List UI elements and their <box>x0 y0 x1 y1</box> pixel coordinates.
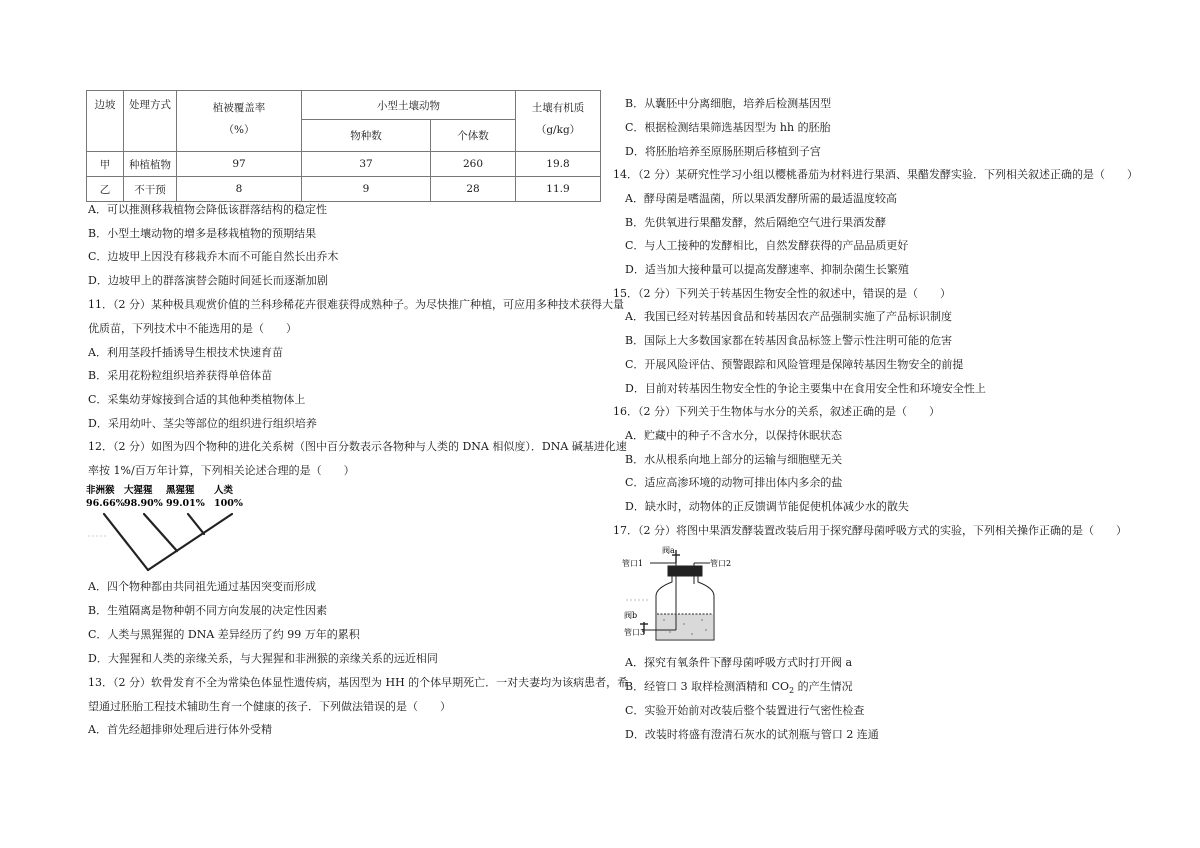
tree-branch-gorilla <box>144 514 177 551</box>
header-side: 边坡 <box>87 91 124 152</box>
bottle-liquid <box>657 614 713 639</box>
q17-option-a: A．探究有氧条件下酵母菌呼吸方式时打开阀 a <box>625 656 852 669</box>
q12-option-c: C．人类与黑猩猩的 DNA 差异经历了约 99 万年的累积 <box>88 628 360 641</box>
evolution-tree-figure <box>84 482 264 574</box>
q10-option-d: D．边坡甲上的群落演替会随时间延长而逐渐加剧 <box>88 274 328 287</box>
tree-branch-chimp <box>188 514 204 534</box>
q13-option-b: B．从囊胚中分离细胞，培养后检测基因型 <box>625 97 832 110</box>
label-port-1: 管口1 <box>622 559 644 568</box>
q13-option-d: D．将胚胎培养至原肠胚期后移植到子宫 <box>625 145 821 158</box>
q17-option-b-text: B．经管口 3 取样检测酒精和 CO <box>625 680 790 693</box>
cell-organic: 19.8 <box>516 152 601 177</box>
tree-label-chimp: 黑猩猩 <box>166 485 195 496</box>
q17-option-b <box>625 680 853 698</box>
q12-option-b: B．生殖隔离是物种朝不同方向发展的决定性因素 <box>88 604 328 617</box>
q13-option-a: A．首先经超排卵处理后进行体外受精 <box>88 723 272 736</box>
q10-option-a: A．可以推测移栽植物会降低该群落结构的稳定性 <box>88 203 327 216</box>
q10-option-c: C．边坡甲上因没有移栽乔木而不可能自然长出乔木 <box>88 250 339 263</box>
q17-option-b-tail: 的产生情况 <box>794 680 853 693</box>
header-soil-animals: 小型土壤动物 <box>302 91 516 120</box>
q17-option-d: D．改装时将盛有澄清石灰水的试剂瓶与管口 2 连通 <box>625 728 879 741</box>
q16-option-b: B．水从根系向地上部分的运输与细胞壁无关 <box>625 453 843 466</box>
header-cover <box>177 91 302 152</box>
header-individuals: 个体数 <box>431 120 516 152</box>
cell-species: 9 <box>302 177 431 202</box>
tree-pct-chimp: 99.01% <box>166 498 205 509</box>
q16-option-c: C．适应高渗环境的动物可排出体内多余的盐 <box>625 476 843 489</box>
cell-individuals: 260 <box>431 152 516 177</box>
q16-option-d: D．缺水时，动物体的正反馈调节能促使机体减少水的散失 <box>625 500 909 513</box>
cell-side: 乙 <box>87 177 124 202</box>
q14-stem: 14．（2 分）某研究性学习小组以樱桃番茄为材料进行果酒、果醋发酵实验．下列相关叙述正确的是（ ） <box>613 168 1138 181</box>
q15-option-b: B．国际上大多数国家都在转基因食品标签上警示性注明可能的危害 <box>625 334 953 347</box>
q11-option-d: D．采用幼叶、茎尖等部位的组织进行组织培养 <box>88 417 317 430</box>
q11-option-b: B．采用花粉粒组织培养获得单倍体苗 <box>88 369 273 382</box>
q15-option-c: C．开展风险评估、预警跟踪和风险管理是保障转基因生物安全的前提 <box>625 358 964 371</box>
q10-option-b: B．小型土壤动物的增多是移栽植物的预期结果 <box>88 227 317 240</box>
q16-stem: 16．（2 分）下列关于生物体与水分的关系，叙述正确的是（ ） <box>613 405 940 418</box>
q13-stem: 13．（2 分）软骨发育不全为常染色体显性遗传病，基因型为 HH 的个体早期死亡．一对夫妻均为该病患者，希 <box>88 676 629 689</box>
q15-option-d: D．目前对转基因生物安全性的争论主要集中在食用安全性和环境安全性上 <box>625 382 986 395</box>
cell-cover: 97 <box>177 152 302 177</box>
tree-trunk <box>148 514 232 570</box>
q17-option-c: C．实验开始前对改装后整个装置进行气密性检查 <box>625 704 865 717</box>
header-organic-unit: （g/kg） <box>535 124 581 136</box>
label-valve-a: 阀a <box>662 546 675 555</box>
table-row <box>87 152 601 177</box>
tree-label-monkey: 非洲猴 <box>86 485 115 496</box>
cell-method: 种植植物 <box>124 152 177 177</box>
header-organic <box>516 91 601 152</box>
tree-pct-monkey: 96.66% <box>86 498 125 509</box>
q11-stem: 11．（2 分）某种极具观赏价值的兰科珍稀花卉很难获得成熟种子。为尽快推广种植，可应用多种技术获得大量 <box>88 298 624 311</box>
q12-stem: 12．（2 分）如图为四个物种的进化关系树（图中百分数表示各物种与人类的 DNA 相似度）．DNA 碱基进化速 <box>88 440 627 453</box>
tree-pct-gorilla: 98.90% <box>124 498 163 509</box>
q17-stem: 17．（2 分）将图中果酒发酵装置改装后用于探究酵母菌呼吸方式的实验，下列相关操作正确的是（ ） <box>613 524 1127 537</box>
q12-stem-cont: 率按 1%/百万年计算，下列相关论述合理的是（ ） <box>88 464 355 477</box>
q13-option-c: C．根据检测结果筛选基因型为 hh 的胚胎 <box>625 121 831 134</box>
q13-stem-cont: 望通过胚胎工程技术辅助生育一个健康的孩子．下列做法错误的是（ ） <box>88 700 451 713</box>
cell-side: 甲 <box>87 152 124 177</box>
q14-option-c: C．与人工接种的发酵相比，自然发酵获得的产品品质更好 <box>625 239 909 252</box>
slope-survey-table <box>86 90 601 202</box>
header-cover-label: 植被覆盖率 <box>212 102 266 114</box>
q17-option-b-subscript: 2 <box>789 686 795 696</box>
header-method: 处理方式 <box>124 91 177 152</box>
q14-option-b: B．先供氧进行果醋发酵，然后隔绝空气进行果酒发酵 <box>625 216 887 229</box>
q14-option-d: D．适当加大接种量可以提高发酵速率、抑制杂菌生长繁殖 <box>625 263 909 276</box>
label-valve-b: 阀b <box>624 611 638 620</box>
tree-label-gorilla: 大猩猩 <box>124 485 153 496</box>
header-organic-label: 土壤有机质 <box>531 102 585 114</box>
q11-stem-cont: 优质苗，下列技术中不能选用的是（ ） <box>88 322 297 335</box>
header-species: 物种数 <box>302 120 431 152</box>
q12-option-d: D．大猩猩和人类的亲缘关系，与大猩猩和非洲猴的亲缘关系的远近相同 <box>88 652 438 665</box>
cell-individuals: 28 <box>431 177 516 202</box>
cell-organic: 11.9 <box>516 177 601 202</box>
q16-option-a: A．贮藏中的种子不含水分，以保持休眠状态 <box>625 429 842 442</box>
tree-label-human: 人类 <box>214 485 234 496</box>
label-port-2: 管口2 <box>710 559 732 568</box>
bottle-stopper <box>668 566 702 576</box>
q15-stem: 15．（2 分）下列关于转基因生物安全性的叙述中，错误的是（ ） <box>613 287 951 300</box>
q15-option-a: A．我国已经对转基因食品和转基因农产品强制实施了产品标识制度 <box>625 310 952 323</box>
q11-option-c: C．采集幼芽嫁接到合适的其他种类植物体上 <box>88 393 306 406</box>
tree-pct-human: 100% <box>214 498 243 509</box>
fermentation-apparatus-figure <box>622 544 742 644</box>
label-port-3: 管口3 <box>624 628 646 637</box>
q12-option-a: A．四个物种都由共同祖先通过基因突变而形成 <box>88 580 316 593</box>
q11-option-a: A．利用茎段扦插诱导生根技术快速育苗 <box>88 346 283 359</box>
cell-cover: 8 <box>177 177 302 202</box>
header-cover-unit: （%） <box>223 124 255 136</box>
table-row <box>87 177 601 202</box>
tree-branch-monkey <box>104 514 148 570</box>
cell-species: 37 <box>302 152 431 177</box>
q14-option-a: A．酵母菌是嗜温菌，所以果酒发酵所需的最适温度较高 <box>625 192 897 205</box>
cell-method: 不干预 <box>124 177 177 202</box>
